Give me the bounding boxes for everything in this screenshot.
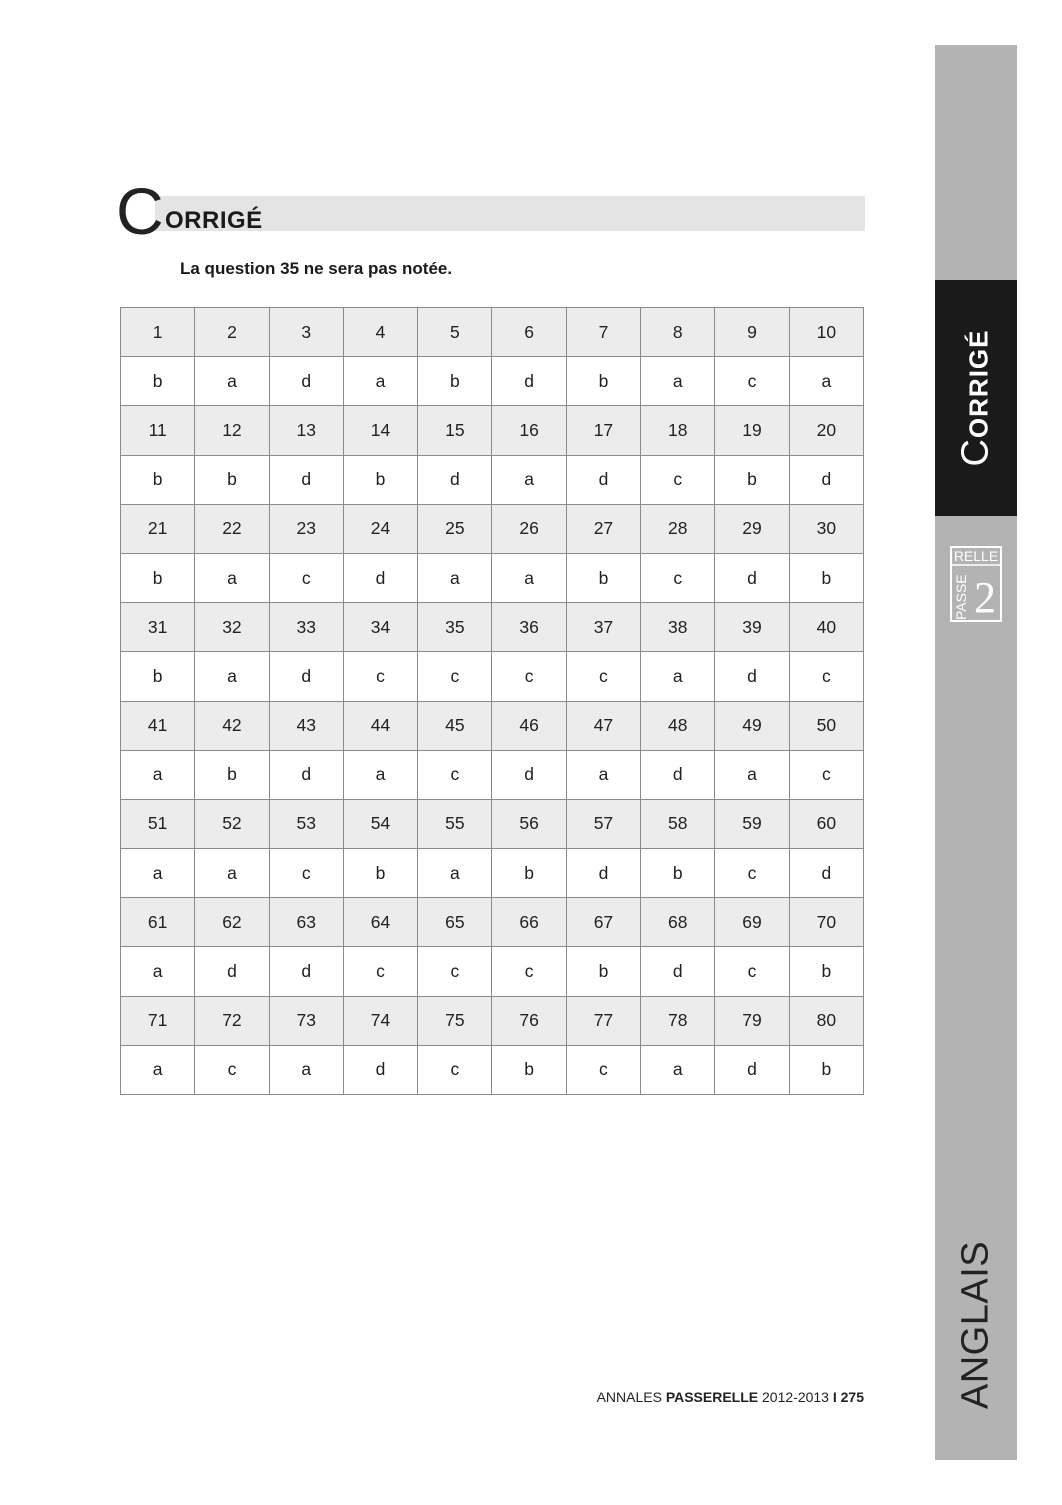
question-number-cell: 64 bbox=[343, 898, 417, 947]
answer-cell: b bbox=[641, 849, 715, 898]
answer-cell: a bbox=[418, 849, 492, 898]
question-number-cell: 13 bbox=[269, 406, 343, 455]
question-number-cell: 14 bbox=[343, 406, 417, 455]
answer-cell: b bbox=[121, 455, 195, 504]
answer-cell: d bbox=[641, 750, 715, 799]
side-section-initial: C bbox=[954, 438, 997, 467]
question-number-cell: 48 bbox=[641, 701, 715, 750]
question-number-cell: 3 bbox=[269, 308, 343, 357]
answer-cell: a bbox=[641, 357, 715, 406]
answer-cell: a bbox=[121, 750, 195, 799]
question-number-row bbox=[121, 898, 864, 947]
answer-cell: b bbox=[566, 357, 640, 406]
answer-cell: c bbox=[418, 1045, 492, 1094]
question-number-cell: 6 bbox=[492, 308, 566, 357]
page-number: 275 bbox=[836, 1389, 864, 1405]
answer-cell: c bbox=[269, 849, 343, 898]
answer-cell: a bbox=[121, 849, 195, 898]
question-number-cell: 26 bbox=[492, 504, 566, 553]
answer-row bbox=[121, 849, 864, 898]
question-number-cell: 46 bbox=[492, 701, 566, 750]
question-number-cell: 32 bbox=[195, 603, 269, 652]
answer-cell: a bbox=[195, 553, 269, 602]
answer-cell: b bbox=[566, 947, 640, 996]
answer-cell: a bbox=[269, 1045, 343, 1094]
answer-cell: c bbox=[566, 652, 640, 701]
question-number-cell: 72 bbox=[195, 996, 269, 1045]
question-number-cell: 78 bbox=[641, 996, 715, 1045]
question-number-cell: 8 bbox=[641, 308, 715, 357]
question-number-cell: 51 bbox=[121, 799, 195, 848]
answer-cell: d bbox=[789, 849, 863, 898]
answer-cell: b bbox=[492, 1045, 566, 1094]
answer-cell: d bbox=[195, 947, 269, 996]
answer-cell: d bbox=[566, 849, 640, 898]
question-number-cell: 37 bbox=[566, 603, 640, 652]
answer-row bbox=[121, 652, 864, 701]
question-number-cell: 12 bbox=[195, 406, 269, 455]
question-number-cell: 67 bbox=[566, 898, 640, 947]
answer-cell: b bbox=[715, 455, 789, 504]
question-number-cell: 52 bbox=[195, 799, 269, 848]
question-number-cell: 75 bbox=[418, 996, 492, 1045]
question-number-cell: 7 bbox=[566, 308, 640, 357]
answer-cell: b bbox=[121, 553, 195, 602]
answer-cell: a bbox=[641, 1045, 715, 1094]
answer-cell: c bbox=[641, 455, 715, 504]
answer-cell: c bbox=[715, 357, 789, 406]
question-number-cell: 80 bbox=[789, 996, 863, 1045]
answer-cell: b bbox=[121, 652, 195, 701]
answer-cell: a bbox=[195, 849, 269, 898]
footer-years: 2012-2013 bbox=[758, 1389, 833, 1405]
passerelle-logo bbox=[950, 546, 1002, 622]
answer-cell: d bbox=[566, 455, 640, 504]
answer-row bbox=[121, 1045, 864, 1094]
question-number-cell: 16 bbox=[492, 406, 566, 455]
question-number-cell: 20 bbox=[789, 406, 863, 455]
question-number-cell: 25 bbox=[418, 504, 492, 553]
answer-cell: c bbox=[269, 553, 343, 602]
answer-cell: b bbox=[789, 1045, 863, 1094]
answer-cell: a bbox=[566, 750, 640, 799]
question-number-cell: 44 bbox=[343, 701, 417, 750]
page-footer bbox=[597, 1389, 864, 1405]
question-number-cell: 71 bbox=[121, 996, 195, 1045]
question-number-row bbox=[121, 504, 864, 553]
answer-cell: a bbox=[121, 947, 195, 996]
answer-cell: c bbox=[789, 652, 863, 701]
question-number-cell: 21 bbox=[121, 504, 195, 553]
answer-cell: d bbox=[269, 357, 343, 406]
answer-cell: c bbox=[566, 1045, 640, 1094]
answer-cell: a bbox=[343, 750, 417, 799]
answer-row bbox=[121, 455, 864, 504]
answer-cell: c bbox=[418, 750, 492, 799]
answer-cell: d bbox=[269, 750, 343, 799]
answer-cell: a bbox=[121, 1045, 195, 1094]
question-number-cell: 50 bbox=[789, 701, 863, 750]
question-number-cell: 63 bbox=[269, 898, 343, 947]
page-title: ORRIGÉ bbox=[165, 207, 263, 234]
question-number-cell: 39 bbox=[715, 603, 789, 652]
answer-cell: c bbox=[715, 947, 789, 996]
question-number-cell: 2 bbox=[195, 308, 269, 357]
answer-cell: d bbox=[492, 357, 566, 406]
answer-cell: d bbox=[492, 750, 566, 799]
question-number-cell: 24 bbox=[343, 504, 417, 553]
answer-cell: d bbox=[269, 947, 343, 996]
answer-grid bbox=[120, 307, 864, 1095]
question-number-cell: 4 bbox=[343, 308, 417, 357]
question-number-cell: 59 bbox=[715, 799, 789, 848]
question-number-cell: 41 bbox=[121, 701, 195, 750]
note-text: La question 35 ne sera pas notée. bbox=[180, 259, 453, 278]
answer-cell: b bbox=[418, 357, 492, 406]
answer-row bbox=[121, 947, 864, 996]
question-number-cell: 29 bbox=[715, 504, 789, 553]
side-section-label bbox=[955, 329, 998, 466]
question-number-cell: 17 bbox=[566, 406, 640, 455]
question-number-cell: 70 bbox=[789, 898, 863, 947]
answer-cell: b bbox=[789, 947, 863, 996]
question-number-cell: 40 bbox=[789, 603, 863, 652]
answer-cell: b bbox=[566, 553, 640, 602]
question-number-cell: 43 bbox=[269, 701, 343, 750]
question-number-cell: 65 bbox=[418, 898, 492, 947]
question-number-row bbox=[121, 701, 864, 750]
answer-cell: a bbox=[195, 652, 269, 701]
answer-cell: b bbox=[343, 455, 417, 504]
answer-cell: a bbox=[715, 750, 789, 799]
question-number-cell: 15 bbox=[418, 406, 492, 455]
answer-cell: d bbox=[715, 1045, 789, 1094]
logo-side-text: PASSE bbox=[953, 574, 969, 620]
question-number-cell: 54 bbox=[343, 799, 417, 848]
question-number-cell: 9 bbox=[715, 308, 789, 357]
answer-row bbox=[121, 750, 864, 799]
question-number-cell: 42 bbox=[195, 701, 269, 750]
answer-cell: c bbox=[418, 652, 492, 701]
question-number-cell: 55 bbox=[418, 799, 492, 848]
question-number-cell: 30 bbox=[789, 504, 863, 553]
answer-cell: c bbox=[195, 1045, 269, 1094]
answer-cell: c bbox=[492, 947, 566, 996]
logo-top-text: RELLE bbox=[953, 548, 999, 564]
answer-cell: d bbox=[418, 455, 492, 504]
question-number-cell: 31 bbox=[121, 603, 195, 652]
question-number-cell: 73 bbox=[269, 996, 343, 1045]
answer-cell: b bbox=[195, 455, 269, 504]
question-number-cell: 22 bbox=[195, 504, 269, 553]
question-number-cell: 35 bbox=[418, 603, 492, 652]
answer-cell: b bbox=[492, 849, 566, 898]
answer-cell: d bbox=[641, 947, 715, 996]
answer-cell: a bbox=[641, 652, 715, 701]
question-number-cell: 33 bbox=[269, 603, 343, 652]
answer-row bbox=[121, 553, 864, 602]
question-number-cell: 58 bbox=[641, 799, 715, 848]
answer-cell: c bbox=[343, 947, 417, 996]
question-number-cell: 60 bbox=[789, 799, 863, 848]
answer-cell: a bbox=[789, 357, 863, 406]
answer-cell: c bbox=[418, 947, 492, 996]
question-number-cell: 74 bbox=[343, 996, 417, 1045]
question-number-cell: 23 bbox=[269, 504, 343, 553]
question-number-cell: 79 bbox=[715, 996, 789, 1045]
question-number-cell: 62 bbox=[195, 898, 269, 947]
question-number-cell: 57 bbox=[566, 799, 640, 848]
answer-cell: a bbox=[492, 553, 566, 602]
question-number-row bbox=[121, 308, 864, 357]
question-number-cell: 27 bbox=[566, 504, 640, 553]
answer-cell: c bbox=[343, 652, 417, 701]
question-number-cell: 76 bbox=[492, 996, 566, 1045]
answer-cell: b bbox=[343, 849, 417, 898]
page-title-initial: C bbox=[116, 174, 164, 248]
question-number-cell: 45 bbox=[418, 701, 492, 750]
question-number-cell: 11 bbox=[121, 406, 195, 455]
question-number-cell: 18 bbox=[641, 406, 715, 455]
footer-separator: I bbox=[832, 1389, 837, 1405]
answer-cell: d bbox=[343, 1045, 417, 1094]
question-number-cell: 34 bbox=[343, 603, 417, 652]
question-number-row bbox=[121, 799, 864, 848]
answer-cell: a bbox=[195, 357, 269, 406]
question-number-cell: 10 bbox=[789, 308, 863, 357]
question-number-cell: 49 bbox=[715, 701, 789, 750]
answer-cell: d bbox=[343, 553, 417, 602]
answer-row bbox=[121, 357, 864, 406]
answer-cell: b bbox=[789, 553, 863, 602]
answer-cell: c bbox=[789, 750, 863, 799]
question-number-cell: 19 bbox=[715, 406, 789, 455]
question-number-cell: 68 bbox=[641, 898, 715, 947]
question-number-cell: 61 bbox=[121, 898, 195, 947]
question-number-cell: 38 bbox=[641, 603, 715, 652]
answer-cell: c bbox=[641, 553, 715, 602]
answer-cell: d bbox=[269, 652, 343, 701]
question-number-row bbox=[121, 406, 864, 455]
question-number-cell: 28 bbox=[641, 504, 715, 553]
question-number-cell: 66 bbox=[492, 898, 566, 947]
answer-cell: d bbox=[269, 455, 343, 504]
question-number-cell: 5 bbox=[418, 308, 492, 357]
side-section-rest: ORRIGÉ bbox=[963, 329, 994, 439]
question-number-cell: 56 bbox=[492, 799, 566, 848]
question-number-cell: 77 bbox=[566, 996, 640, 1045]
logo-number: 2 bbox=[974, 573, 996, 622]
question-number-cell: 47 bbox=[566, 701, 640, 750]
answer-cell: a bbox=[343, 357, 417, 406]
question-number-cell: 1 bbox=[121, 308, 195, 357]
question-number-cell: 53 bbox=[269, 799, 343, 848]
answer-cell: d bbox=[789, 455, 863, 504]
answer-cell: c bbox=[715, 849, 789, 898]
footer-prefix: ANNALES bbox=[596, 1389, 666, 1405]
footer-brand: PASSERELLE bbox=[665, 1389, 759, 1405]
answer-cell: c bbox=[492, 652, 566, 701]
question-number-row bbox=[121, 603, 864, 652]
answer-cell: b bbox=[195, 750, 269, 799]
question-number-row bbox=[121, 996, 864, 1045]
answer-cell: d bbox=[715, 553, 789, 602]
question-number-cell: 69 bbox=[715, 898, 789, 947]
answer-cell: d bbox=[715, 652, 789, 701]
answer-cell: a bbox=[492, 455, 566, 504]
answer-cell: a bbox=[418, 553, 492, 602]
question-number-cell: 36 bbox=[492, 603, 566, 652]
subject-label: ANGLAIS bbox=[954, 1240, 997, 1410]
answer-cell: b bbox=[121, 357, 195, 406]
